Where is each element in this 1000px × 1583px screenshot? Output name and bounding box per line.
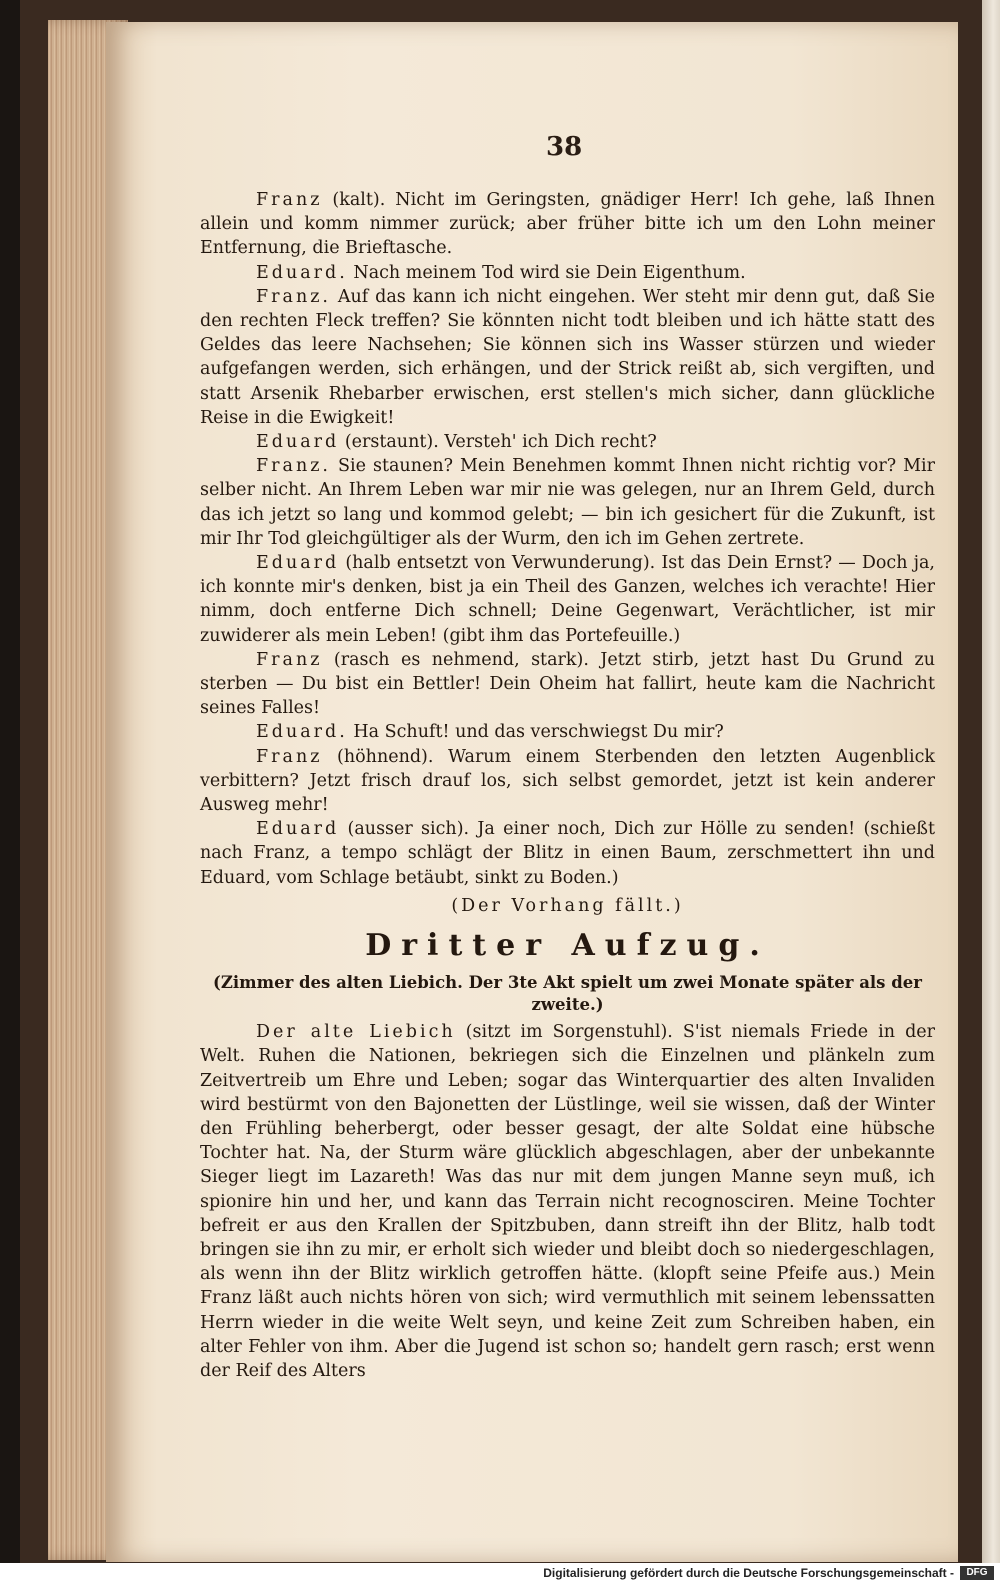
paragraph xyxy=(200,454,935,551)
paragraph xyxy=(200,430,935,454)
binding-strip xyxy=(982,0,1000,1583)
paragraph xyxy=(200,817,935,890)
stage-direction: (Der Vorhang fällt.) xyxy=(451,895,684,916)
paragraph xyxy=(200,720,935,744)
speaker-name: Franz. xyxy=(256,456,331,477)
dialogue-text: Sie staunen? Mein Benehmen kommt Ihnen nicht richtig vor? Mir selber nicht. An Ihrem Leben war mir nie was gelegen, nur an Ihrem Geld, durch das ich jetzt so lang und kommod gelebt; — bin ich gesichert für die Zukunft, ist mir Ihr Tod gleichgültiger als der Wurm, den ich im Gehen zertrete. xyxy=(200,456,935,549)
speaker-name: Eduard xyxy=(256,432,340,453)
act-description: (Zimmer des alten Liebich. Der 3te Akt spielt um zwei Monate später als der zweite.) xyxy=(213,973,922,1015)
speaker-name: Eduard. xyxy=(256,262,348,283)
speaker-name: Franz xyxy=(256,190,323,210)
paragraph xyxy=(200,188,935,261)
paragraph xyxy=(200,1020,935,1383)
paragraph xyxy=(200,648,935,721)
paragraph xyxy=(200,551,935,648)
paragraph xyxy=(200,285,935,430)
paragraph xyxy=(200,261,935,285)
dialogue-text: (kalt). Nicht im Geringsten, gnädiger Herr! Ich gehe, laß Ihnen allein und komm nimmer zurück; aber früher bitte ich um den Lohn meiner Entfernung, die Brieftasche. xyxy=(200,190,935,259)
page-text xyxy=(200,188,935,1383)
speaker-name: Der alte Liebich xyxy=(256,1022,456,1043)
paragraph xyxy=(200,745,935,818)
dialogue-text: (sitzt im Sorgenstuhl). S'ist niemals Friede in der Welt. Ruhen die Nationen, bekriegen sich die Einzelnen und plänkeln zum Zeitvertreib um Ehre und Leben; sogar das Winterquartier des alten Invaliden wird bestürmt von den Bajonetten der Lüstlinge, weil sie wissen, daß der Winter den Frühling beherbergt, oder besser gesagt, der alte Soldat eine hübsche Tochter hat. Na, der Sturm wäre glücklich abgeschlagen, aber der unbekannte Sieger liegt im Lazareth! Was das nur mit dem jungen Manne seyn muß, ich spionire hin und her, und kann das Terrain nicht recognosciren. Meine Tochter befreit er aus den Krallen der Spitzbuben, dann streift ihn der Blitz, halb todt bringen sie ihn zu mir, er erholt sich wieder und bleibt doch so niedergeschlagen, als wenn ihn der Blitz wirklich getroffen hätte. (klopft seine Pfeife aus.) Mein Franz läßt auch nichts hören von sich; wird vermuthlich mit seinem lebenssatten Herrn wieder in die weite Welt seyn, und keine Zeit zum Schreiben haben, ein alter Fehler von ihm. Aber die Jugend ist schon so; handelt gern rasch; erst wenn der Reif des Alters xyxy=(200,1022,935,1381)
dialogue-text: (halb entsetzt von Verwunderung). Ist das Dein Ernst? — Doch ja, ich konnte mir's denken, bist ja ein Theil des Ganzen, welches ich verachte! Hier nimm, doch entferne Dich schnell; Deine Gegenwart, Verächtlicher, ist mir zuwiderer als mein Leben! (gibt ihm das Portefeuille.) xyxy=(200,553,935,646)
dialogue-text: Nach meinem Tod wird sie Dein Eigenthum. xyxy=(347,262,746,283)
act-title: Dritter Aufzug. xyxy=(365,928,770,964)
speaker-name: Franz xyxy=(256,746,323,767)
funding-notice: Digitalisierung gefördert durch die Deutsche Forschungsgemeinschaft - xyxy=(543,1566,954,1580)
speaker-name: Eduard. xyxy=(256,722,348,743)
dfg-logo: DFG xyxy=(960,1566,994,1580)
speaker-name: Eduard xyxy=(256,819,340,840)
dialogue-text: Auf das kann ich nicht eingehen. Wer steht mir denn gut, daß Sie den rechten Fleck treffen? Sie könnten nicht todt bleiben und ich hätte statt des Geldes das leere Nachsehen; Sie können sich ins Wasser stürzen und wieder aufgefangen werden, sich erhängen, und der Strick reißt ab, sich vergiften, und statt Arsenik Rhebarber erwischen, erst stellen's mich sicher, dann glückliche Reise in die Ewigkeit! xyxy=(200,286,935,428)
dialogue-text: (höhnend). Warum einem Sterbenden den letzten Augenblick verbittern? Jetzt frisch drauf los, sich selbst gemordet, jetzt ist kein anderer Ausweg mehr! xyxy=(200,746,935,816)
dialogue-text: (ausser sich). Ja einer noch, Dich zur Hölle zu senden! (schießt nach Franz, a tempo schlägt der Blitz in einen Baum, zerschmettert ihn und Eduard, vom Schlage betäubt, sinkt zu Boden.) xyxy=(200,819,935,888)
footer-bar xyxy=(0,1563,1000,1583)
speaker-name: Eduard xyxy=(256,553,340,574)
speaker-name: Franz. xyxy=(256,286,331,307)
dialogue-text: Ha Schuft! und das verschwiegst Du mir? xyxy=(347,722,724,743)
page-number: 38 xyxy=(546,132,583,162)
dialogue-text: (erstaunt). Versteh' ich Dich recht? xyxy=(339,432,657,453)
speaker-name: Franz xyxy=(256,649,323,670)
dialogue-text: (rasch es nehmend, stark). Jetzt stirb, jetzt hast Du Grund zu sterben — Du bist ein Bettler! Dein Oheim hat fallirt, heute kam die Nachricht seines Falles! xyxy=(200,649,935,719)
